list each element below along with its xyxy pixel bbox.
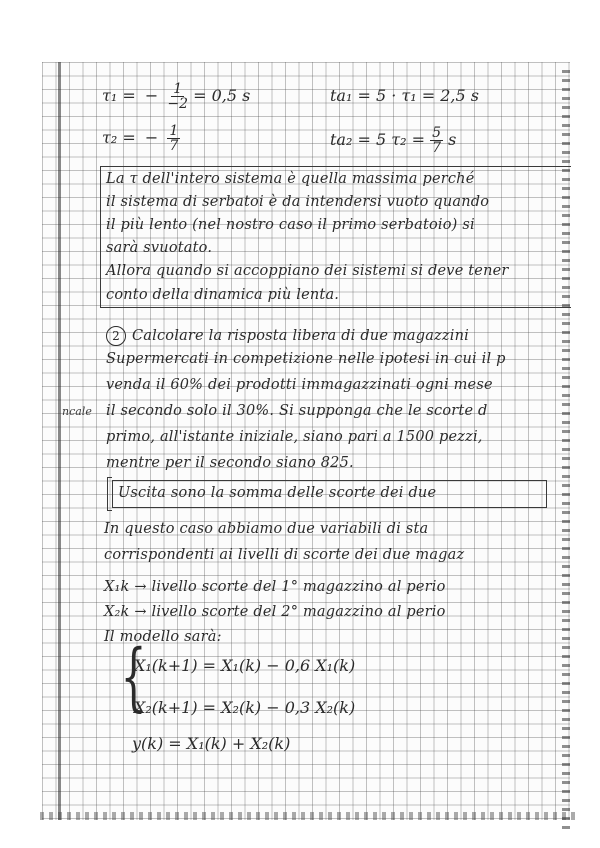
exercise-line-5: primo, all'istante iniziale, siano pari a 1500 pezzi, [106,429,483,445]
explanation-line-2: corrispondenti ai livelli di scorte dei due magaz [104,547,465,563]
model-equation-2: X₂(k+1) = X₂(k) − 0,3 X₂(k) [134,698,356,717]
ta2-formula [330,126,456,155]
tau1-numerator: 1 [173,81,183,97]
margin-note: ncale [62,405,92,418]
exercise-heading [106,326,469,346]
boxed-note-line-1: La τ dell'intero sistema è quella massima perché [106,171,475,187]
model-output-equation: y(k) = X₁(k) + X₂(k) [132,734,291,753]
boxed-note-line-4: sarà svuotato. [106,240,213,256]
tau2-fraction [167,124,180,153]
tau2-numerator: 1 [169,123,179,139]
exercise-line-3: venda il 60% dei prodotti immagazzinati ogni mese [106,377,493,393]
ta2-lhs: ta₂ = 5 τ₂ = [330,130,425,149]
ta1-formula: ta₁ = 5 · τ₁ = 2,5 s [330,86,479,105]
ta2-denominator: 7 [432,140,441,156]
ta2-fraction [430,126,443,155]
exercise-number: 2 [106,326,126,346]
exercise-line-1: Calcolare la risposta libera di due magazzini [132,328,469,344]
tau2-lhs: τ₂ = [102,128,136,147]
explanation-line-1: In questo caso abbiamo due variabili di sta [104,521,429,537]
boxed-note-line-5: Allora quando si accoppiano dei sistemi si deve tener [106,263,509,279]
tau2-denominator: 7 [169,138,179,154]
tau1-lhs: τ₁ = [102,86,136,105]
page-bottom-edge [40,812,580,820]
boxed-note-line-6: conto della dinamica più lenta. [106,287,340,303]
system-brace: { [120,634,147,720]
boxed-note-line-3: il più lento (nel nostro caso il primo serbatoio) si [106,217,475,233]
exercise-line-4: il secondo solo il 30%. Si supponga che le scorte d [106,403,488,419]
output-note: Uscita sono la somma delle scorte dei due [118,485,437,501]
ta2-numerator: 5 [432,125,441,141]
exercise-line-6: mentre per il secondo siano 825. [106,455,354,471]
model-equation-1: X₁(k+1) = X₁(k) − 0,6 X₁(k) [134,656,356,675]
definition-x2: X₂k → livello scorte del 2° magazzino al perio [104,604,446,620]
tau1-denominator: −2 [167,96,188,112]
exercise-line-2: Supermercati in competizione nelle ipotesi in cui il p [106,351,506,367]
ta2-unit: s [448,130,457,149]
tau1-formula: τ₁ = − $\frac{1}{-2}$ = 0,5 s [102,81,251,112]
tau1-fraction [167,82,188,111]
tau1-result: = 0,5 s [193,86,251,105]
boxed-note-line-2: il sistema di serbatoi è da intendersi vuoto quando [106,194,490,210]
margin-line [58,62,61,820]
tau2-formula: τ₂ = − $\frac{1}{7}$ [102,123,179,154]
definition-x1: X₁k → livello scorte del 1° magazzino al perio [104,579,446,595]
model-intro: Il modello sarà: [104,629,222,645]
